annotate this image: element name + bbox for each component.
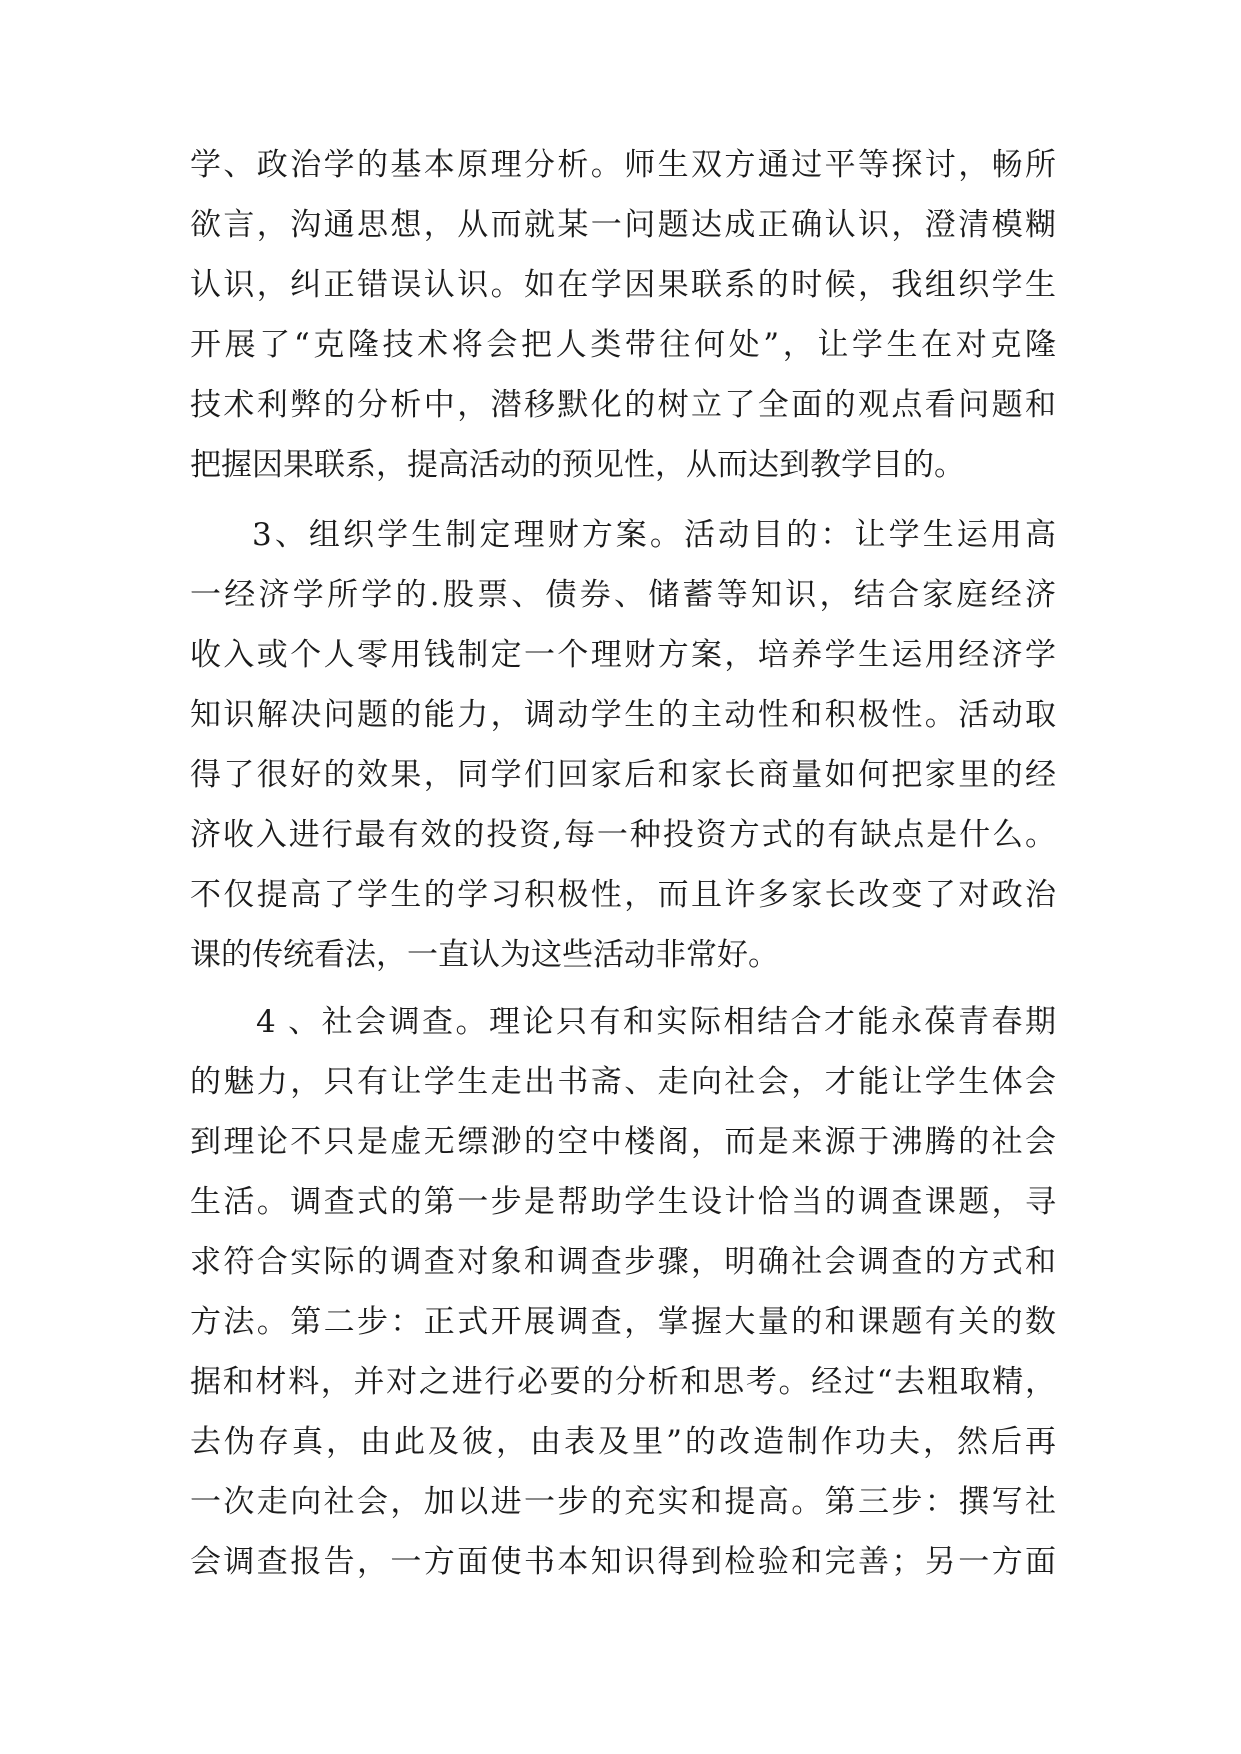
text-line: 知识解决问题的能力，调动学生的主动性和积极性。活动取 xyxy=(190,697,1056,733)
text-line: 会调查报告，一方面使书本知识得到检验和完善；另一方面 xyxy=(190,1544,1056,1580)
text-line: 济收入进行最有效的投资,每一种投资方式的有缺点是什么。 xyxy=(190,817,1056,853)
text-line: 不仅提高了学生的学习积极性，而且许多家长改变了对政治 xyxy=(190,877,1056,913)
text-line: 一次走向社会，加以进一步的充实和提高。第三步：撰写社 xyxy=(190,1484,1056,1520)
text-line: 开展了“克隆技术将会把人类带往何处”，让学生在对克隆 xyxy=(190,327,1056,363)
paragraph-4-start: 4 、社会调查。理论只有和实际相结合才能永葆青春期 xyxy=(256,1004,1056,1040)
text-line: 去伪存真，由此及彼，由表及里”的改造制作功夫，然后再 xyxy=(190,1424,1056,1460)
text-line: 得了很好的效果，同学们回家后和家长商量如何把家里的经 xyxy=(190,757,1056,793)
text-line: 的魅力，只有让学生走出书斋、走向社会，才能让学生体会 xyxy=(190,1064,1056,1100)
text-line: 把握因果联系，提高活动的预见性，从而达到教学目的。 xyxy=(190,447,965,483)
text-line: 据和材料，并对之进行必要的分析和思考。经过“去粗取精， xyxy=(190,1364,1056,1400)
text-line: 认识，纠正错误认识。如在学因果联系的时候，我组织学生 xyxy=(190,267,1056,303)
text-line: 收入或个人零用钱制定一个理财方案，培养学生运用经济学 xyxy=(190,637,1056,673)
text-line: 技术利弊的分析中，潜移默化的树立了全面的观点看问题和 xyxy=(190,387,1056,423)
text-line: 课的传统看法，一直认为这些活动非常好。 xyxy=(190,937,779,973)
text-line: 生活。调查式的第一步是帮助学生设计恰当的调查课题，寻 xyxy=(190,1184,1056,1220)
text-line: 到理论不只是虚无缥渺的空中楼阁，而是来源于沸腾的社会 xyxy=(190,1124,1056,1160)
text-line: 方法。第二步：正式开展调查，掌握大量的和课题有关的数 xyxy=(190,1304,1056,1340)
text-line: 求符合实际的调查对象和调查步骤，明确社会调查的方式和 xyxy=(190,1244,1056,1280)
text-line: 学、政治学的基本原理分析。师生双方通过平等探讨，畅所 xyxy=(190,147,1056,183)
paragraph-3-start: 3、组织学生制定理财方案。活动目的：让学生运用高 xyxy=(252,517,1056,553)
text-line: 一经济学所学的.股票、债券、储蓄等知识，结合家庭经济 xyxy=(190,577,1056,613)
text-line: 欲言，沟通思想，从而就某一问题达成正确认识，澄清模糊 xyxy=(190,207,1056,243)
